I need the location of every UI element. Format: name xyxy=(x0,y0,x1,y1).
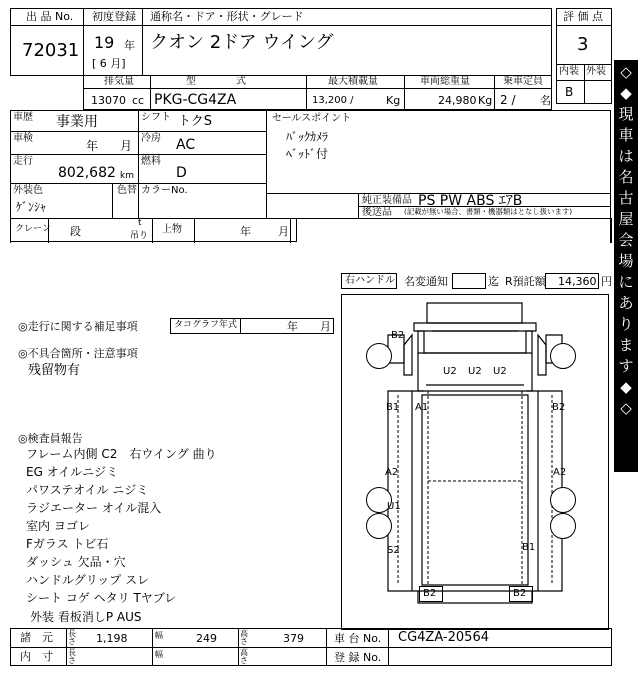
mid-right-wheel xyxy=(550,487,576,513)
width: 249 xyxy=(196,632,217,645)
crane-label: クレーン xyxy=(15,224,51,234)
damage-b1-left: B1 xyxy=(386,402,400,413)
capacity-unit: 名 xyxy=(540,94,551,107)
tachograph-label: タコグラフ年式 xyxy=(174,320,238,330)
height-label: 高さ xyxy=(240,629,248,646)
banner-char-9: 会 xyxy=(618,231,634,249)
docs-note: (記載が無い場合、書類・機器類はとなし扱います) xyxy=(404,208,573,217)
color-label: 外装色 xyxy=(13,185,43,196)
vehicle-diagram xyxy=(341,294,609,630)
banner-char-17: ◇ xyxy=(620,399,632,417)
inspection-month: 月 xyxy=(120,139,133,153)
max-load: 13,200 / xyxy=(312,95,354,106)
exterior-label: 外装 xyxy=(586,66,606,77)
damage-b2-bottom-right: B2 xyxy=(513,588,527,599)
sales-label: セールスポイント xyxy=(272,113,352,124)
front-right-wheel xyxy=(550,343,576,369)
chassis-label: 車 台 No. xyxy=(334,632,382,645)
lot-no: 72031 xyxy=(22,40,80,61)
width-label: 幅 xyxy=(155,631,163,640)
sales-point-1: ﾊﾞｯｸｶﾒﾗ xyxy=(286,130,329,144)
inspector-line-3: パワステオイル ニジミ xyxy=(26,483,149,497)
exterior-grade-cell xyxy=(584,80,612,104)
max-load-label: 最大積載量 xyxy=(328,76,378,87)
sales-point-2: ﾍﾞｯﾄﾞ付 xyxy=(286,147,329,161)
handle: 右ハンドル xyxy=(345,275,395,286)
banner-char-10: 場 xyxy=(618,252,634,270)
ac: AC xyxy=(176,137,196,153)
cc-unit: cc xyxy=(132,94,145,107)
first-reg-label: 初度登録 xyxy=(92,10,136,23)
rear-left-wheel xyxy=(366,513,392,539)
inspector-line-9: シート コゲ ヘタリ Tヤブレ xyxy=(26,591,177,605)
history-label: 車歴 xyxy=(13,112,33,123)
inspector-line-7: ダッシュ 欠品・穴 xyxy=(26,555,126,569)
mileage: 802,682 xyxy=(58,165,116,181)
damage-b2-bottom-left: B2 xyxy=(423,588,437,599)
km-unit: km xyxy=(120,171,134,181)
inner-length-label: 長さ xyxy=(68,648,76,665)
inner-width-label: 幅 xyxy=(155,650,163,659)
banner-char-7: 古 xyxy=(618,189,634,207)
inspector-line-2: EG オイルニジミ xyxy=(26,465,119,479)
banner-char-6: 名 xyxy=(618,168,634,186)
name-change-box xyxy=(452,273,486,289)
rear-right-wheel xyxy=(550,513,576,539)
model-name: クオン 2ドア ウイング xyxy=(150,32,334,53)
damage-a1: A1 xyxy=(415,402,429,413)
tacho-month: 月 xyxy=(320,320,331,333)
banner-char-3: 現 xyxy=(618,105,634,123)
until-label: 迄 xyxy=(488,275,499,288)
color: ｹﾞﾝｼｬ xyxy=(16,200,47,214)
gross-weight-label: 車両総重量 xyxy=(420,76,470,87)
side-banner xyxy=(614,60,638,472)
crane-month: 月 xyxy=(278,225,289,238)
banner-char-4: 車 xyxy=(618,126,634,144)
length: 1,198 xyxy=(96,632,128,645)
r-amount: 14,360 xyxy=(558,275,597,288)
fuel: D xyxy=(176,165,187,181)
lot-no-label: 出 品 No. xyxy=(26,10,74,23)
inspector-line-1: フレーム内側 C2 右ウイング 曲り xyxy=(26,447,217,461)
damage-b1-right: B1 xyxy=(522,542,536,553)
kg-unit-2: Kg xyxy=(478,94,493,107)
yen: 円 xyxy=(601,275,612,288)
inspector-line-10: 外装 看板消しP AUS xyxy=(30,610,142,624)
interior-label: 内装 xyxy=(559,66,579,77)
equipment-label: 純正装備品 xyxy=(362,195,412,206)
banner-char-16: ◆ xyxy=(620,378,632,396)
crane-t: t xyxy=(138,218,142,228)
inspector-label: ◎検査員報告 xyxy=(18,432,83,445)
damage-u2-2: U2 xyxy=(468,366,482,377)
banner-char-1: ◇ xyxy=(620,63,632,81)
displacement: 13070 xyxy=(91,94,126,107)
crane-upper-label: 上物 xyxy=(162,224,182,235)
color-no-label: カラーNo. xyxy=(141,185,188,196)
displacement-label: 排気量 xyxy=(104,76,134,87)
inspector-line-6: Fガラス トビ石 xyxy=(26,537,109,551)
inspection-year: 年 xyxy=(86,139,99,153)
banner-char-2: ◆ xyxy=(620,84,632,102)
inspector-line-4: ラジエーター オイル混入 xyxy=(26,501,162,515)
gross-weight: 24,980 xyxy=(438,94,477,107)
damage-u2-3: U2 xyxy=(493,366,507,377)
interior-grade: B xyxy=(565,85,574,99)
crane-row xyxy=(10,218,297,242)
capacity-label: 乗車定員 xyxy=(503,76,543,87)
driving-label: ◎走行に関する補足事項 xyxy=(18,320,138,333)
defects-label: ◎不具合箇所・注意事項 xyxy=(18,347,138,360)
mileage-label: 走行 xyxy=(13,156,33,167)
inner-height-label: 高さ xyxy=(240,648,248,665)
model-header: 通称名・ドア・形状・グレード xyxy=(150,10,304,23)
equipment: PS PW ABS ｴｱB xyxy=(418,193,523,209)
banner-char-15: す xyxy=(618,357,634,375)
ac-label: 冷房 xyxy=(141,133,161,144)
crane-stages: 段 xyxy=(70,225,81,238)
damage-b2-top: B2 xyxy=(391,330,405,341)
name-change: 名変通知 xyxy=(404,275,448,288)
banner-char-5: は xyxy=(618,147,634,165)
damage-a2-right: A2 xyxy=(553,467,567,478)
inspector-line-5: 室内 ヨゴレ xyxy=(26,519,90,533)
tacho-year: 年 xyxy=(287,320,298,333)
length-label: 長さ xyxy=(68,629,76,646)
first-reg-year: 19 xyxy=(94,33,115,52)
history: 事業用 xyxy=(56,114,98,130)
banner-char-12: あ xyxy=(618,294,634,312)
height: 379 xyxy=(283,632,304,645)
damage-a2-left: A2 xyxy=(385,467,399,478)
damage-u1: U1 xyxy=(387,501,401,512)
first-reg-month: [ 6 月] xyxy=(92,57,126,70)
damage-u2-1: U2 xyxy=(443,366,457,377)
damage-b2-right: B2 xyxy=(552,402,566,413)
inspection-label: 車検 xyxy=(13,133,33,144)
crane-tons: 吊り xyxy=(130,231,149,241)
shift: トクS xyxy=(178,114,212,129)
kg-unit-1: Kg xyxy=(386,94,401,107)
damage-s2: S2 xyxy=(387,545,400,556)
inner-label: 内 寸 xyxy=(20,650,53,663)
banner-char-11: に xyxy=(618,273,634,291)
model-code-label: 型 式 xyxy=(186,76,246,87)
banner-char-14: ま xyxy=(618,336,634,354)
color-change-label: 色替 xyxy=(117,185,137,196)
specs-header-row xyxy=(83,75,552,89)
capacity: 2 / xyxy=(500,93,516,107)
model-code: PKG-CG4ZA xyxy=(154,92,237,108)
banner-char-13: り xyxy=(618,315,634,333)
grade-label: 評 価 点 xyxy=(563,10,603,23)
crane-year: 年 xyxy=(240,225,251,238)
grade: 3 xyxy=(577,34,589,55)
inspector-line-8: ハンドルグリップ スレ xyxy=(26,573,150,587)
front-left-wheel xyxy=(366,343,392,369)
docs-label: 後送品 xyxy=(362,207,392,218)
shift-label: シフト xyxy=(141,112,171,123)
chassis: CG4ZA-20564 xyxy=(398,630,489,645)
year-unit: 年 xyxy=(124,39,135,52)
defect-item: 残留物有 xyxy=(28,363,81,378)
fuel-label: 燃料 xyxy=(141,156,161,167)
dims-label: 諸 元 xyxy=(20,631,53,644)
banner-char-8: 屋 xyxy=(618,210,634,228)
r-label: R預託額 xyxy=(505,275,546,288)
reg-label: 登 録 No. xyxy=(334,651,382,664)
